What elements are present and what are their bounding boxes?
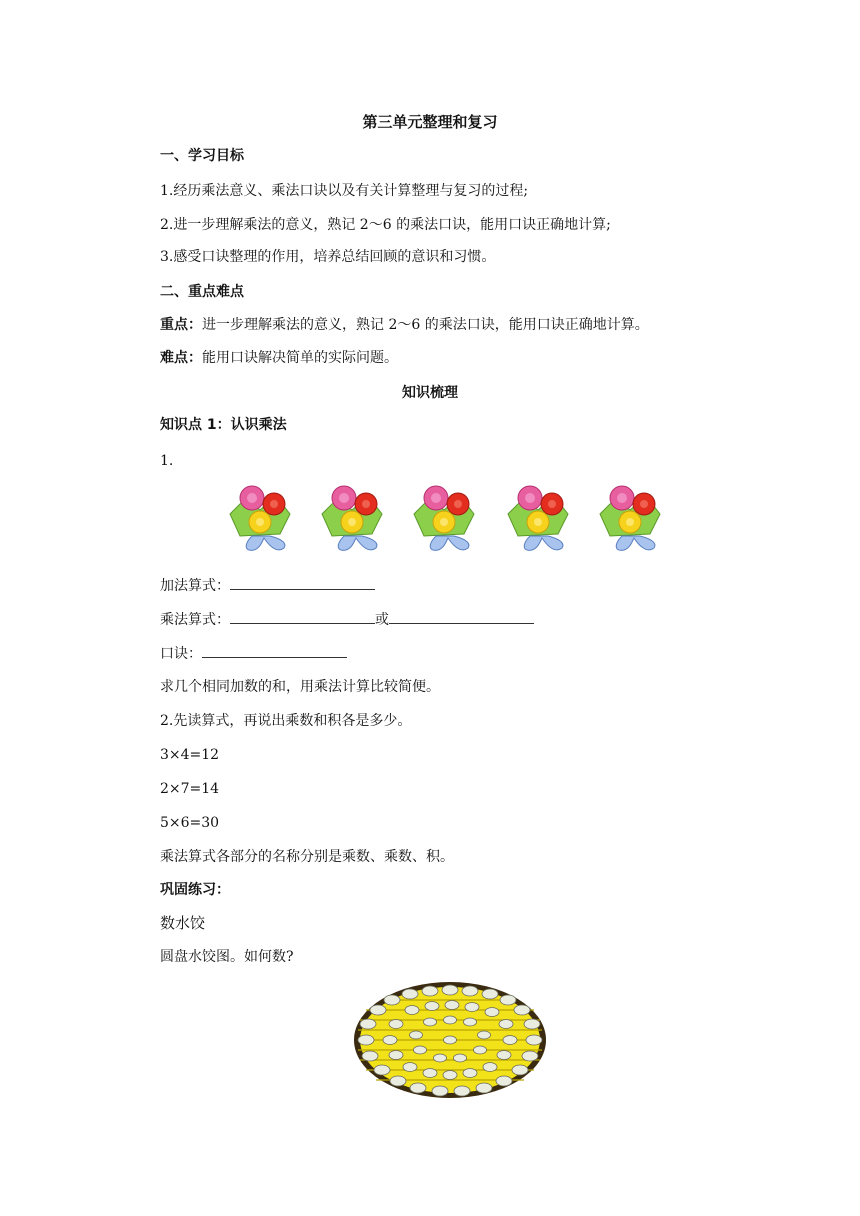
equation-1: 3×4=12 (160, 747, 220, 763)
knowledge-point-heading: 知识点 1：认识乘法 (160, 417, 287, 433)
multiplication-formula-blank-1[interactable] (230, 609, 375, 624)
question-number-1: 1. (160, 453, 174, 469)
practice-heading: 巩固练习： (160, 882, 230, 898)
key-point-label: 重点： (160, 317, 202, 333)
question-2: 2.先读算式，再说出乘数和积各是多少。 (160, 713, 412, 729)
summary-text-2: 乘法算式各部分的名称分别是乘数、乘数、积。 (160, 849, 454, 865)
equation-3: 5×6=30 (160, 815, 220, 831)
difficulty-label: 难点： (160, 350, 202, 366)
summary-text-1: 求几个相同加数的和，用乘法计算比较简便。 (160, 679, 440, 695)
key-point-line (160, 316, 649, 334)
flower-bouquet-icon (600, 486, 660, 550)
page-title: 第三单元整理和复习 (362, 113, 498, 131)
section-heading-key-points: 二、重点难点 (160, 284, 244, 300)
goal-item-1: 1.经历乘法意义、乘法口诀以及有关计算整理与复习的过程; (160, 183, 529, 199)
flower-bouquet-icon (322, 486, 382, 550)
multiplication-formula-blank-2[interactable] (389, 609, 534, 624)
flower-bouquet-icon (230, 486, 290, 550)
rhyme-line (160, 643, 347, 663)
equation-2: 2×7=14 (160, 781, 220, 797)
goal-item-3: 3.感受口诀整理的作用，培养总结回顾的意识和习惯。 (160, 249, 496, 265)
rhyme-label: 口诀： (160, 646, 202, 662)
addition-formula-line (160, 575, 375, 595)
flower-bouquets-illustration (224, 482, 669, 558)
addition-formula-label: 加法算式： (160, 578, 230, 594)
multiplication-formula-label: 乘法算式： (160, 612, 230, 628)
knowledge-title: 知识梳理 (402, 385, 458, 401)
difficulty-line (160, 349, 398, 367)
rhyme-blank[interactable] (202, 643, 347, 658)
key-point-text: 进一步理解乘法的意义，熟记 2～6 的乘法口诀，能用口诀正确地计算。 (202, 317, 649, 333)
practice-prompt: 圆盘水饺图。如何数? (160, 949, 294, 965)
flower-bouquet-icon (414, 486, 474, 550)
section-heading-goals: 一、学习目标 (160, 148, 244, 164)
difficulty-text: 能用口诀解决简单的实际问题。 (202, 350, 398, 366)
dumpling-plate-illustration (352, 980, 548, 1106)
addition-formula-blank[interactable] (230, 575, 375, 590)
multiplication-formula-line (160, 609, 534, 629)
goal-item-2: 2.进一步理解乘法的意义，熟记 2～6 的乘法口诀，能用口诀正确地计算; (160, 217, 611, 233)
flower-bouquet-icon (508, 486, 568, 550)
practice-topic: 数水饺 (160, 914, 206, 932)
or-text: 或 (375, 612, 389, 628)
